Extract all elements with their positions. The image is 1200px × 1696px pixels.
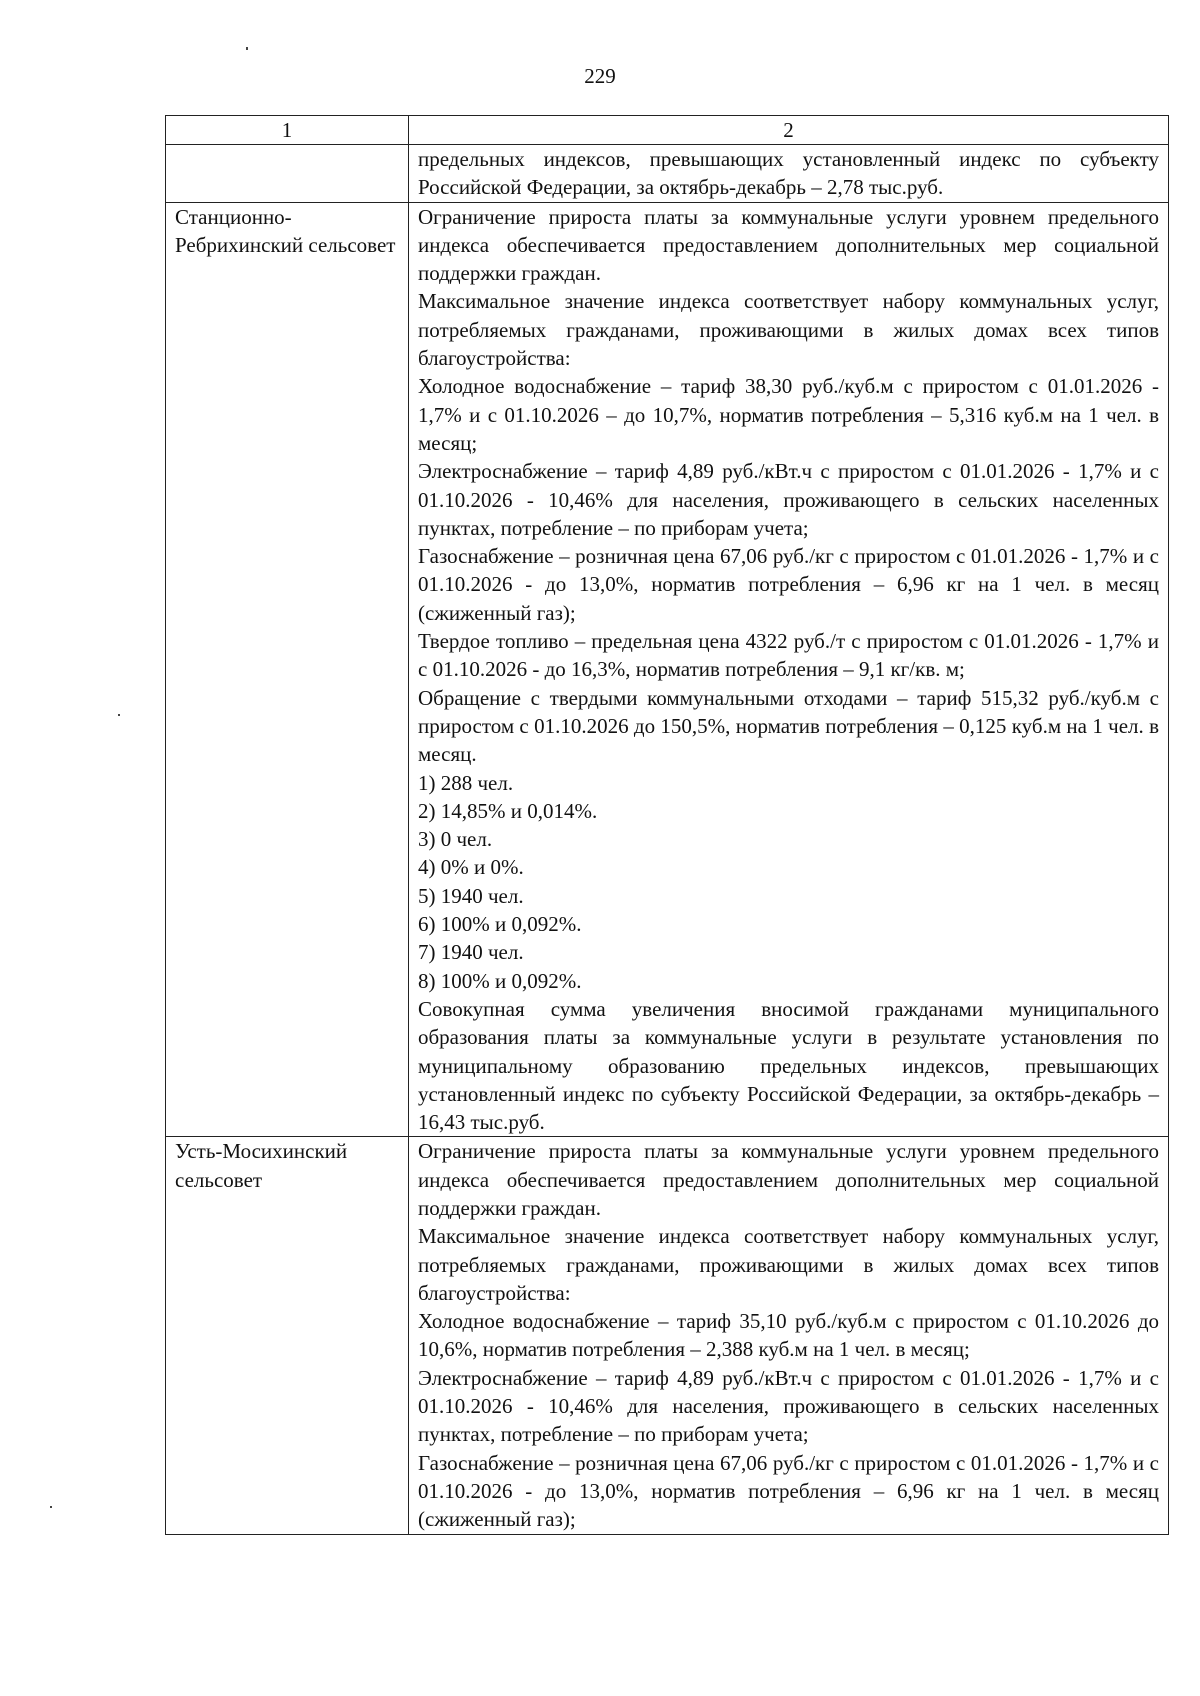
column-header: 2 <box>409 116 1169 145</box>
paragraph: Максимальное значение индекса соответствует набору коммунальных услуг, потребляемых гражданами, проживающими в жилых домах всех типов благоустройства: <box>418 1224 1159 1305</box>
list-item: 7) 1940 чел. <box>418 940 524 965</box>
description-cell <box>409 145 1169 203</box>
paragraph: Холодное водоснабжение – тариф 35,10 руб./куб.м с приростом с 01.10.2026 до 10,6%, норматив потребления – 2,388 куб.м на 1 чел. в месяц; <box>418 1309 1159 1362</box>
paragraph: Ограничение прироста платы за коммунальные услуги уровнем предельного индекса обеспечивается предоставлением дополнительных мер социальной поддержки граждан. <box>418 1139 1159 1220</box>
list-item: 1) 288 чел. <box>418 770 514 795</box>
paragraph: Газоснабжение – розничная цена 67,06 руб./кг с приростом с 01.01.2026 - 1,7% и с 01.10.2026 - до 13,0%, норматив потребления – 6,96 кг на 1 чел. в месяц (сжиженный газ); <box>418 1450 1159 1532</box>
paragraph: Максимальное значение индекса соответствует набору коммунальных услуг, потребляемых гражданами, проживающими в жилых домах всех типов благоустройства: <box>418 289 1159 371</box>
paragraph: Твердое топливо – предельная цена 4322 руб./т с приростом с 01.01.2026 - 1,7% и с 01.10.2026 - до 16,3%, норматив потребления – 9,1 кг/кв. м; <box>418 629 1159 682</box>
table-header-row <box>166 116 1169 145</box>
list-item: 8) 100% и 0,092%. <box>418 968 582 993</box>
municipality-name <box>166 145 409 203</box>
scan-speck <box>118 714 120 716</box>
document-table <box>165 115 1169 1535</box>
summary-paragraph: Совокупная сумма увеличения вносимой гражданами муниципального образования платы за коммунальные услуги в результате установления по муниципальному образованию предельных индексов, превышающих установленный индекс по субъекту Российской Федерации, за октябрь-декабрь – 16,43 тыс.руб. <box>418 996 1159 1135</box>
scan-speck <box>246 47 248 50</box>
paragraph: Холодное водоснабжение – тариф 38,30 руб./куб.м с приростом с 01.01.2026 - 1,7% и с 01.10.2026 – до 10,7%, норматив потребления – 5,316 куб.м на 1 чел. в месяц; <box>418 374 1159 455</box>
list-item: 4) 0% и 0%. <box>418 855 524 880</box>
paragraph: Электроснабжение – тариф 4,89 руб./кВт.ч с приростом с 01.01.2026 - 1,7% и с 01.10.2026 - 10,46% для населения, проживающего в сельских населенных пунктах, потребление – по приборам учета; <box>418 459 1159 540</box>
table-row <box>166 202 1169 1137</box>
list-item: 5) 1940 чел. <box>418 883 524 908</box>
page-number: 229 <box>584 64 616 88</box>
paragraph: Обращение с твердыми коммунальными отходами – тариф 515,32 руб./куб.м с приростом с 01.10.2026 до 150,5%, норматив потребления – 0,125 куб.м на 1 чел. в месяц. <box>418 685 1159 767</box>
municipality-name: Станционно-Ребрихинский сельсовет <box>166 202 409 1137</box>
description-cell <box>409 202 1169 1137</box>
paragraph: Ограничение прироста платы за коммунальные услуги уровнем предельного индекса обеспечивается предоставлением дополнительных мер социальной поддержки граждан. <box>418 204 1159 286</box>
list-item: 6) 100% и 0,092%. <box>418 912 582 937</box>
list-item: 2) 14,85% и 0,014%. <box>418 798 598 823</box>
table-row <box>166 1137 1169 1534</box>
paragraph: Электроснабжение – тариф 4,89 руб./кВт.ч с приростом с 01.01.2026 - 1,7% и с 01.10.2026 - 10,46% для населения, проживающего в сельских населенных пунктах, потребление – по приборам учета; <box>418 1365 1159 1447</box>
municipality-name: Усть-Мосихинский сельсовет <box>166 1137 409 1534</box>
scan-speck <box>50 1506 52 1508</box>
table-row <box>166 145 1169 203</box>
column-header: 1 <box>166 116 409 145</box>
paragraph: Газоснабжение – розничная цена 67,06 руб./кг с приростом с 01.01.2026 - 1,7% и с 01.10.2026 - до 13,0%, норматив потребления – 6,96 кг на 1 чел. в месяц (сжиженный газ); <box>418 544 1159 625</box>
paragraph: предельных индексов, превышающих установленный индекс по субъекту Российской Федерации, за октябрь-декабрь – 2,78 тыс.руб. <box>418 147 1159 200</box>
description-cell <box>409 1137 1169 1534</box>
list-item: 3) 0 чел. <box>418 827 493 852</box>
